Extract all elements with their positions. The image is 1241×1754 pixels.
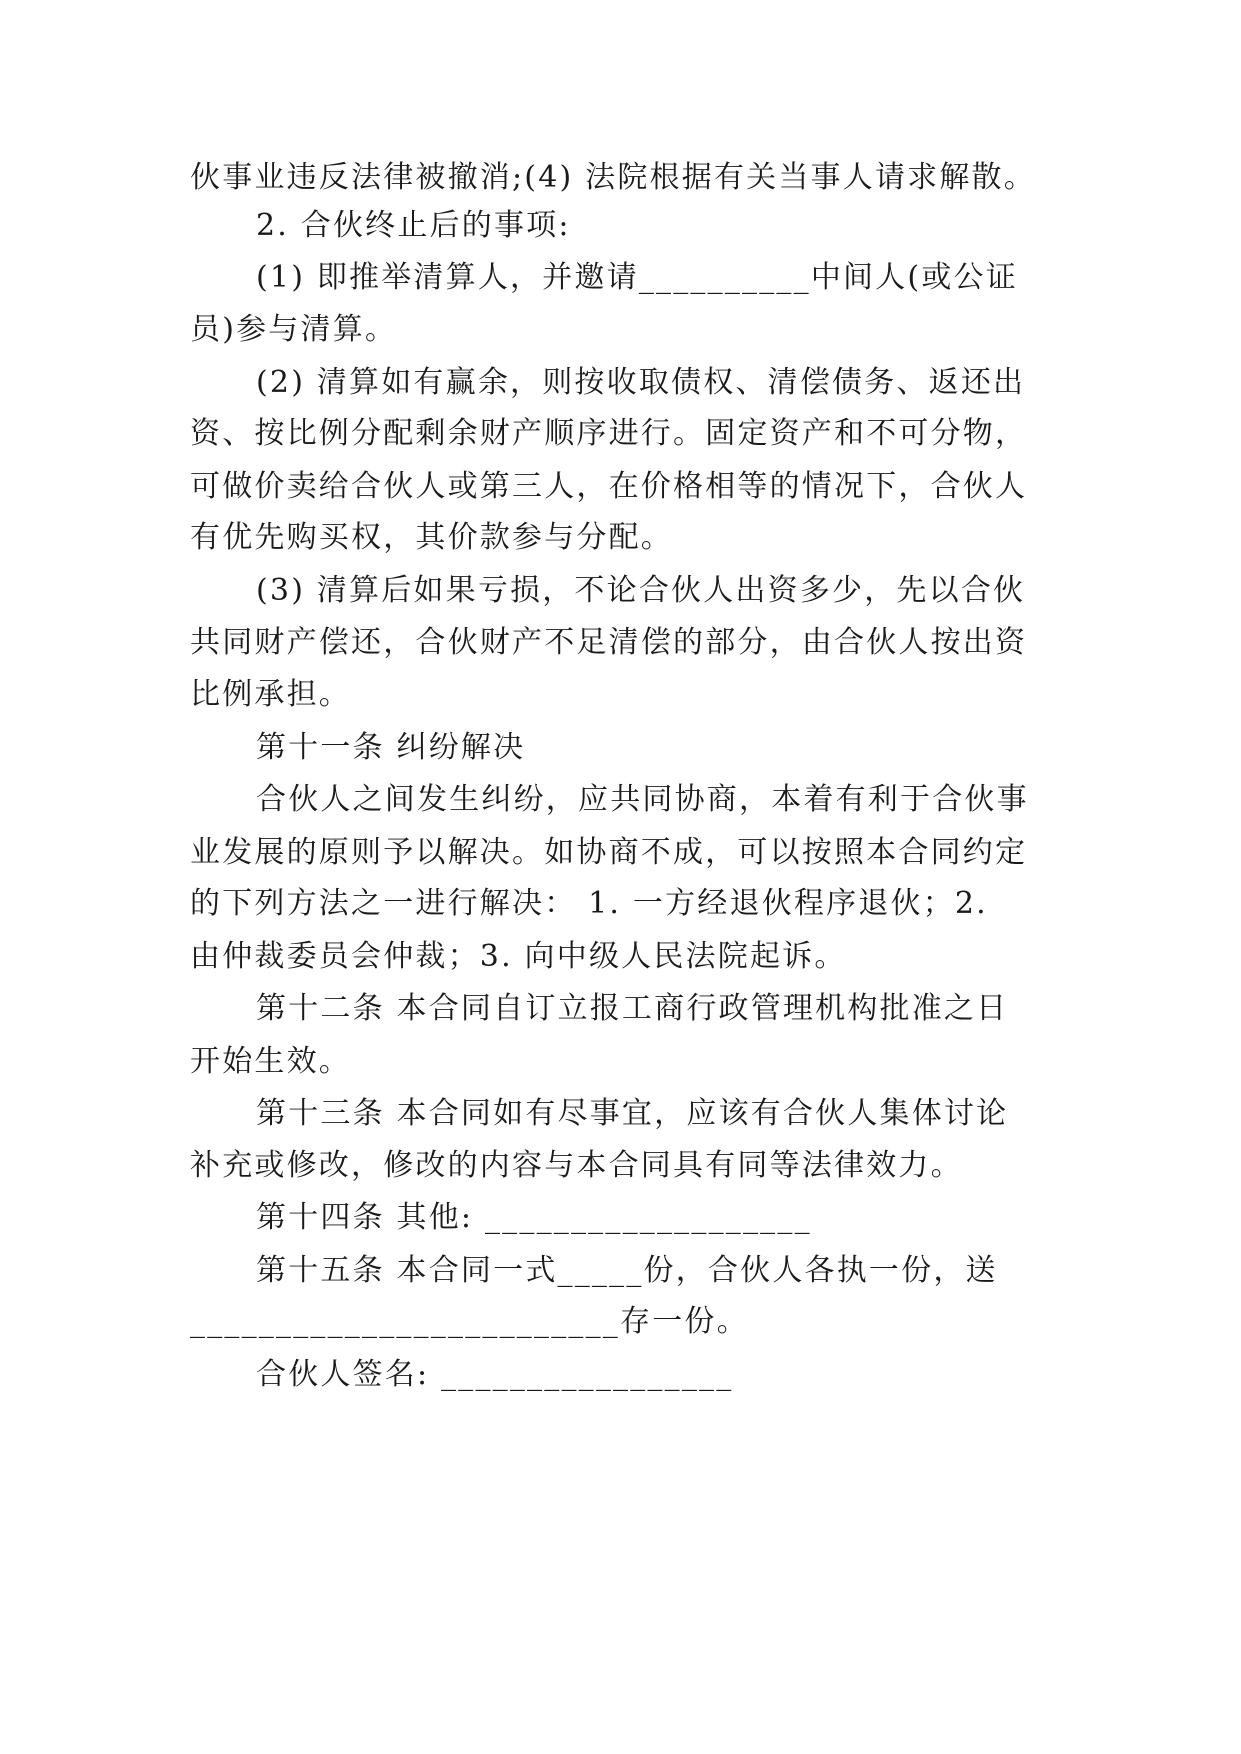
- text-line: 的下列方法之一进行解决： 1. 一方经退伙程序退伙；2.: [190, 886, 988, 921]
- text-line: 第十三条 本合同如有尽事宜，应该有合伙人集体讨论: [256, 1096, 1009, 1131]
- section-heading: 第十一条 纠纷解决: [256, 730, 526, 765]
- text-line: 员)参与清算。: [190, 312, 398, 347]
- text-line: _________________________存一份。: [190, 1304, 749, 1339]
- text-line: 由仲裁委员会仲裁；3. 向中级人民法院起诉。: [190, 939, 847, 974]
- text-line: (3) 清算后如果亏损，不论合伙人出资多少，先以合伙: [256, 573, 1026, 608]
- text-line: 可做价卖给合伙人或第三人，在价格相等的情况下，合伙人: [190, 469, 1028, 504]
- text-line: 共同财产偿还，合伙财产不足清偿的部分，由合伙人按出资: [190, 625, 1028, 660]
- text-line: 补充或修改，修改的内容与本合同具有同等法律效力。: [190, 1148, 963, 1183]
- text-line: 第十四条 其他: ___________________: [256, 1200, 812, 1235]
- text-line: 2. 合伙终止后的事项:: [256, 208, 571, 243]
- text-line: 有优先购买权，其价款参与分配。: [190, 520, 673, 555]
- text-line: 第十五条 本合同一式_____份，合伙人各执一份，送: [256, 1253, 998, 1288]
- text-line: (1) 即推举清算人，并邀请__________中间人(或公证: [256, 260, 1018, 295]
- signature-line: 合伙人签名: _________________: [256, 1357, 734, 1392]
- text-line: 资、按比例分配剩余财产顺序进行。固定资产和不可分物，: [190, 416, 1028, 451]
- text-line: 比例承担。: [190, 677, 351, 712]
- text-line: 合伙人之间发生纠纷，应共同协商，本着有利于合伙事: [256, 782, 1029, 817]
- text-line: 伙事业违反法律被撤消;(4) 法院根据有关当事人请求解散。: [190, 160, 1036, 195]
- text-line: 开始生效。: [190, 1044, 351, 1079]
- text-line: (2) 清算如有赢余，则按收取债权、清偿债务、返还出: [256, 365, 1026, 400]
- text-line: 第十二条 本合同自订立报工商行政管理机构批准之日: [256, 991, 1009, 1026]
- text-line: 业发展的原则予以解决。如协商不成，可以按照本合同约定: [190, 835, 1028, 870]
